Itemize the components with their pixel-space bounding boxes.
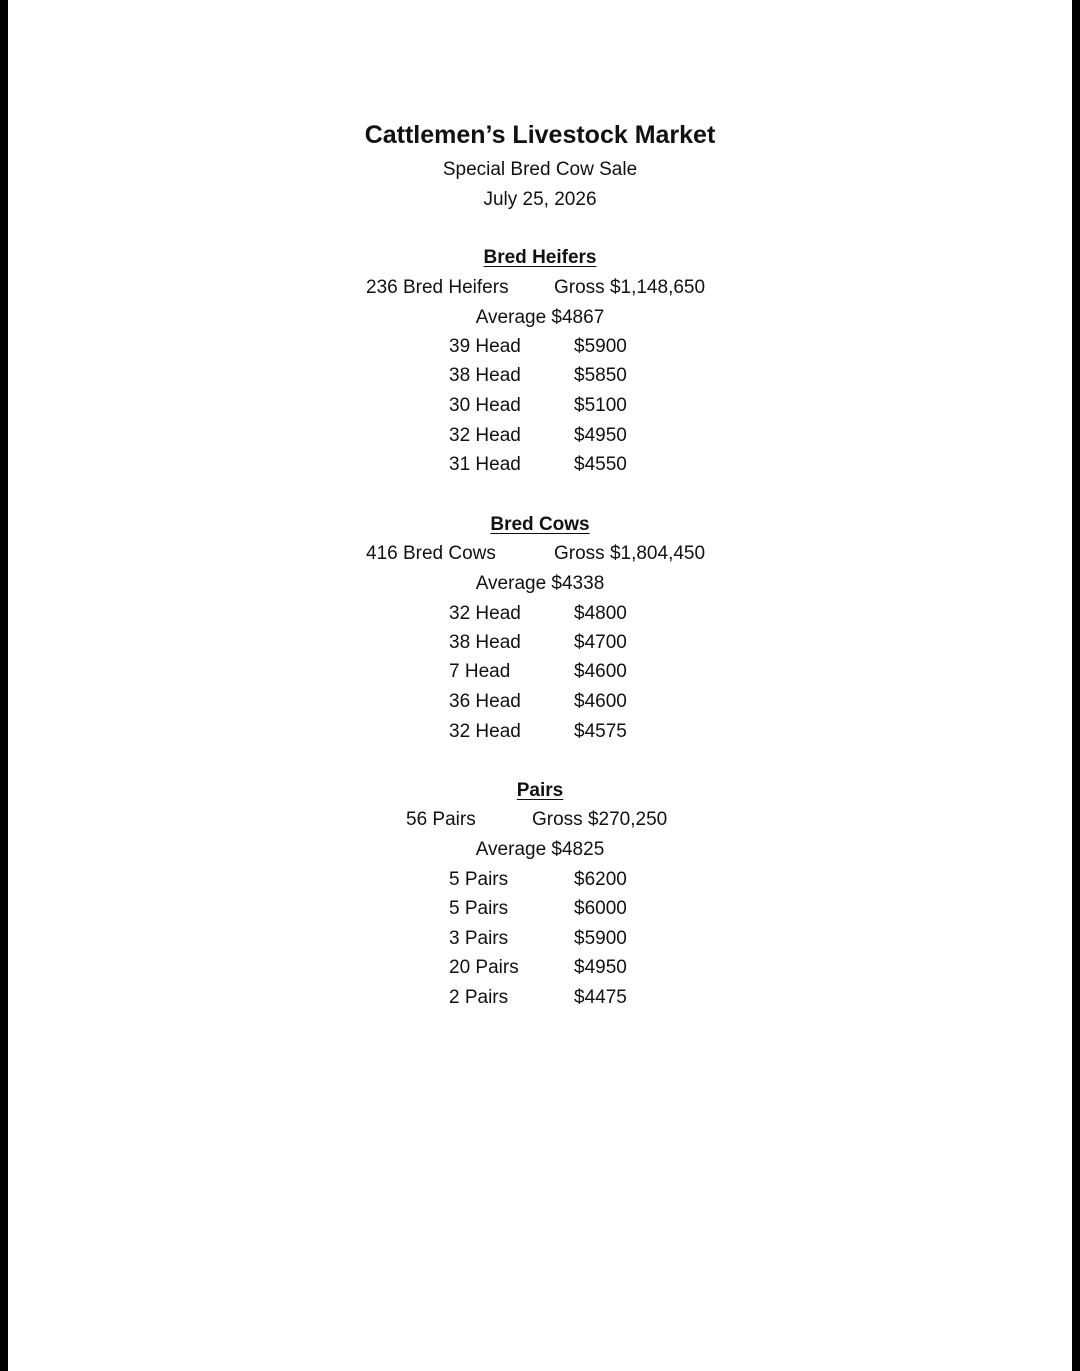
section-gross: Gross $1,804,450	[554, 543, 706, 564]
section-count: 56 Pairs	[406, 809, 476, 830]
row-qty: 5 Pairs	[449, 869, 509, 890]
row-qty: 3 Pairs	[449, 928, 509, 949]
row-price: $6000	[574, 898, 627, 919]
row-price: $4950	[574, 957, 627, 978]
row-qty: 5 Pairs	[449, 898, 509, 919]
row-qty: 38 Head	[449, 632, 521, 653]
row-price: $4950	[574, 425, 627, 446]
row-qty: 7 Head	[449, 661, 511, 682]
row-price: $6200	[574, 869, 627, 890]
row-price: $4600	[574, 661, 627, 682]
section-average: Average $4867	[475, 307, 605, 328]
row-price: $4800	[574, 603, 627, 624]
row-price: $4475	[574, 987, 627, 1008]
section-gross: Gross $1,148,650	[554, 277, 706, 298]
row-qty: 39 Head	[449, 336, 521, 357]
row-qty: 2 Pairs	[449, 987, 509, 1008]
row-qty: 31 Head	[449, 454, 521, 475]
document-title: Cattlemen’s Livestock Market	[364, 121, 716, 149]
row-qty: 30 Head	[449, 395, 521, 416]
row-price: $4575	[574, 721, 627, 742]
section-count: 416 Bred Cows	[366, 543, 496, 564]
row-price: $4550	[574, 454, 627, 475]
document-subtitle: Special Bred Cow Sale	[442, 159, 638, 180]
row-qty: 38 Head	[449, 365, 521, 386]
row-price: $5100	[574, 395, 627, 416]
row-price: $5850	[574, 365, 627, 386]
document-date: July 25, 2026	[483, 189, 597, 210]
row-qty: 32 Head	[449, 721, 521, 742]
section-heading-pairs: Pairs	[516, 780, 564, 801]
section-heading-bred-cows: Bred Cows	[490, 514, 590, 535]
section-average: Average $4338	[475, 573, 605, 594]
row-qty: 36 Head	[449, 691, 521, 712]
row-qty: 20 Pairs	[449, 957, 519, 978]
row-qty: 32 Head	[449, 603, 521, 624]
section-average: Average $4825	[475, 839, 605, 860]
section-gross: Gross $270,250	[532, 809, 668, 830]
section-count: 236 Bred Heifers	[366, 277, 509, 298]
row-price: $5900	[574, 928, 627, 949]
row-price: $5900	[574, 336, 627, 357]
row-price: $4700	[574, 632, 627, 653]
section-heading-bred-heifers: Bred Heifers	[483, 247, 597, 268]
row-qty: 32 Head	[449, 425, 521, 446]
row-price: $4600	[574, 691, 627, 712]
document-page	[8, 0, 1072, 1371]
